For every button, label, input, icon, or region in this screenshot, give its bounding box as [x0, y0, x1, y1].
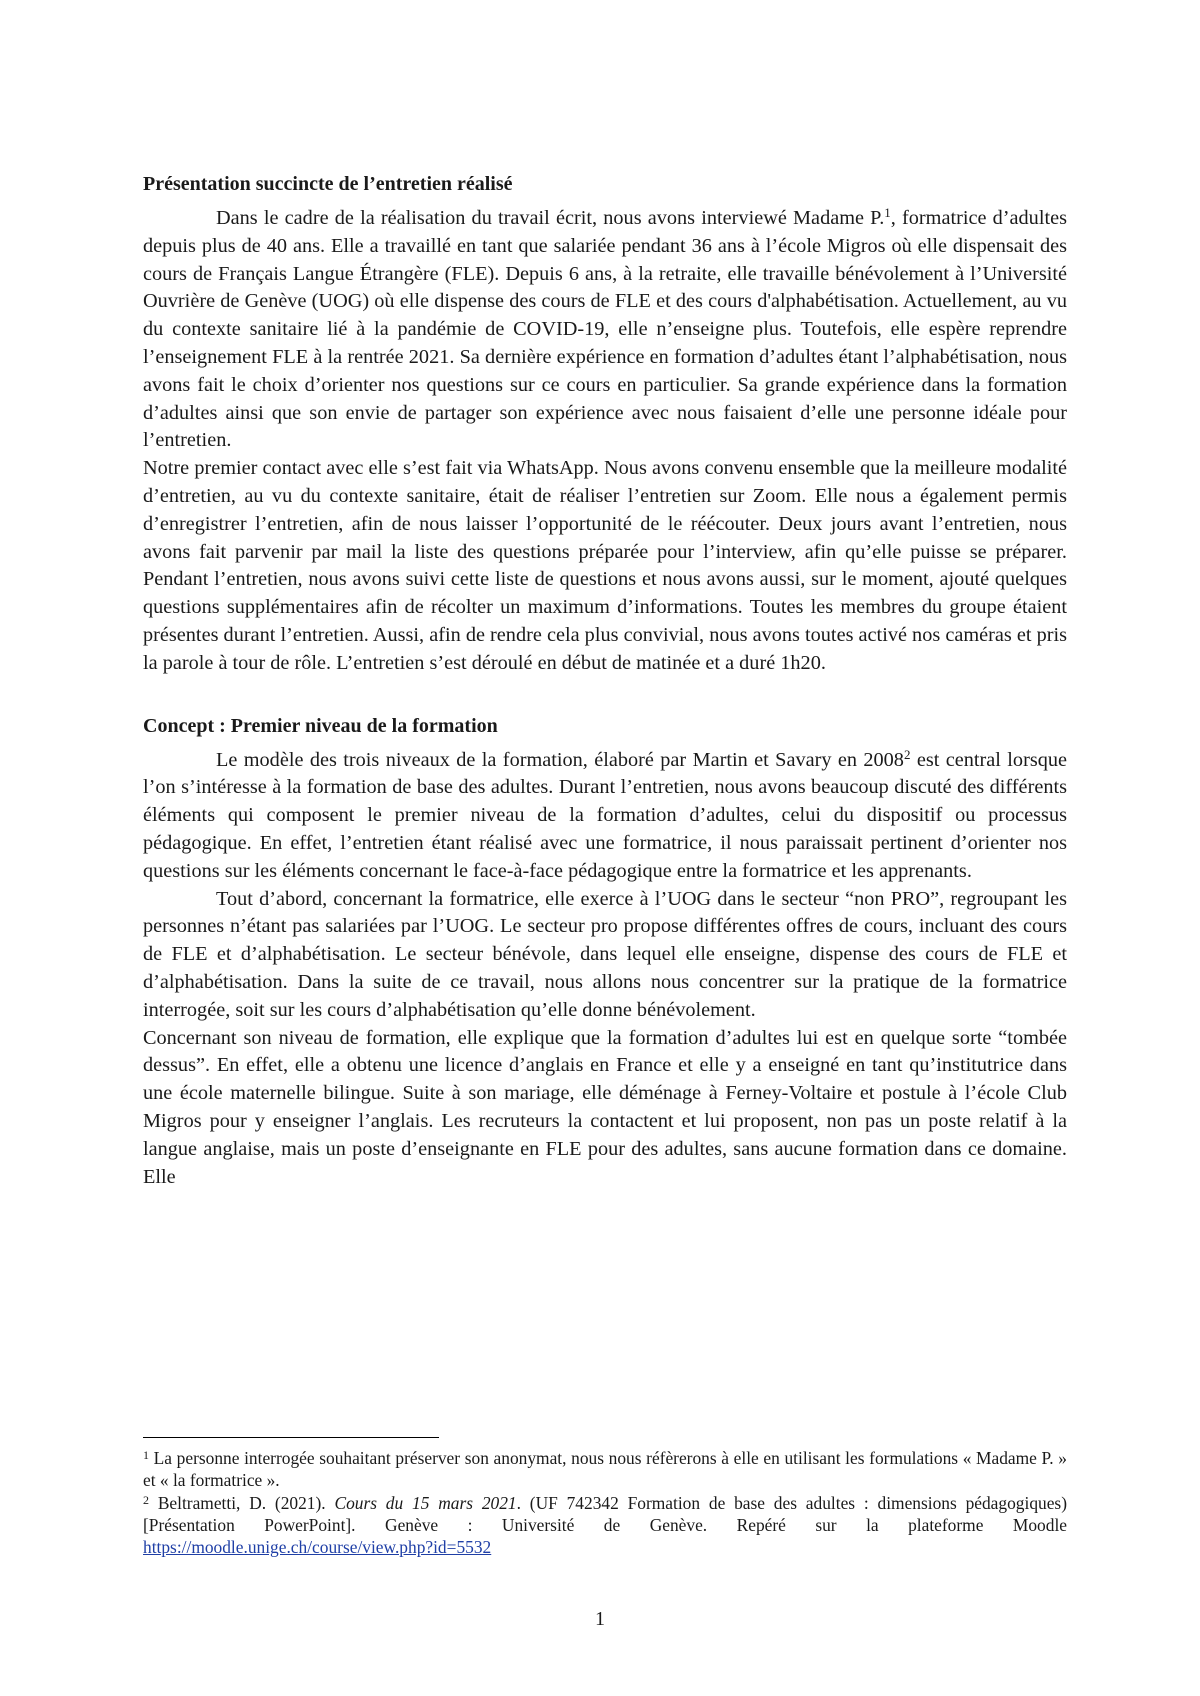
footnote-text: Beltrametti, D. (2021). — [149, 1492, 335, 1513]
footnotes — [143, 1437, 1067, 1558]
paragraph-presentation-1 — [143, 205, 1067, 455]
footnote-text: . (UF 742342 Formation de base des adultes : dimensions pédagogiques) [Présentation PowerPoint]. Genève : Université de Genève. Repéré sur la plateforme Moodle — [143, 1492, 1067, 1535]
paragraph-text: Le modèle des trois niveaux de la formation, élaboré par Martin et Savary en 2008 — [216, 748, 904, 771]
document-body — [143, 170, 1067, 1191]
footnote-1 — [143, 1447, 1067, 1492]
paragraph-text: , formatrice d’adultes depuis plus de 40 ans. Elle a travaillé en tant que salariée pendant 36 ans à l’école Migros où elle dispensait des cours de Français Langue Étrangère (FLE). Depuis 6 ans, à la retraite, elle travaille bénévolement à l’Université Ouvrière de Genève (UOG) où elle dispense des cours de FLE et des cours d'alphabétisation. Actuellement, au vu du contexte sanitaire lié à la pandémie de COVID-19, elle n’enseigne plus. Toutefois, elle espère reprendre l’enseignement FLE à la rentrée 2021. Sa dernière expérience en formation d’adultes étant l’alphabétisation, nous avons fait le choix d’orienter nos questions sur ce cours en particulier. Sa grande expérience dans la formation d’adultes ainsi que son envie de partager son expérience avec nous faisaient d’elle une personne idéale pour l’entretien. — [143, 207, 1067, 452]
section-heading-presentation: Présentation succincte de l’entretien réalisé — [143, 173, 513, 195]
footnote-number-2: 2 — [143, 1492, 149, 1507]
page-number: 1 — [595, 1608, 605, 1630]
footnote-2 — [143, 1492, 1067, 1559]
footnote-number-1: 1 — [143, 1448, 149, 1462]
paragraph-concept-3: Concernant son niveau de formation, elle explique que la formation d’adultes lui est en quelque sorte “tombée dessus”. En effet, elle a obtenu une licence d’anglais en France et elle y a enseigné en tant qu’institutrice dans une école maternelle bilingue. Suite à son mariage, elle déménage à Ferney-Voltaire et postule à l’école Club Migros pour y enseigner l’anglais. Les recruteurs la contactent et lui proposent, non pas un poste relatif à la langue anglaise, mais un poste d’enseignante en FLE pour des adultes, sans aucune formation dans ce domaine. Elle — [143, 1026, 1067, 1188]
paragraph-text: est central lorsque l’on s’intéresse à la formation de base des adultes. Durant l’entretien, nous avons beaucoup discuté des différents éléments qui composent le premier niveau de la formation d’adultes, celui du dispositif ou processus pédagogique. En effet, l’entretien étant réalisé avec une formatrice, il nous paraissait pertinent d’orienter nos questions sur les éléments concernant le face-à-face pédagogique entre la formatrice et les apprenants. — [143, 748, 1067, 882]
footnote-separator — [143, 1437, 439, 1438]
paragraph-concept-1 — [143, 747, 1067, 886]
footnote-text: La personne interrogée souhaitant préserver son anonymat, nous nous réfèrerons à elle en utilisant les formulations « Madame P. » et « la formatrice ». — [143, 1448, 1067, 1491]
paragraph-concept-2: Tout d’abord, concernant la formatrice, elle exerce à l’UOG dans le secteur “non PRO”, regroupant les personnes n’étant pas salariées par l’UOG. Le secteur pro propose différentes offres de cours, incluant des cours de FLE et d’alphabétisation. Le secteur bénévole, dans lequel elle enseigne, dispense des cours de FLE et d’alphabétisation. Dans la suite de ce travail, nous allons nous concentrer sur la pratique de la formatrice interrogée, soit sur les cours d’alphabétisation qu’elle donne bénévolement. — [143, 887, 1067, 1021]
footnote-ref-1[interactable]: 1 — [884, 205, 891, 220]
moodle-link[interactable]: https://moodle.unige.ch/course/view.php?id=5532 — [143, 1537, 492, 1558]
footnote-ref-2[interactable]: 2 — [903, 746, 911, 762]
paragraph-presentation-2: Notre premier contact avec elle s’est fait via WhatsApp. Nous avons convenu ensemble que la meilleure modalité d’entretien, au vu du contexte sanitaire, était de réaliser l’entretien sur Zoom. Elle nous a également permis d’enregistrer l’entretien, afin de nous laisser l’opportunité de le réécouter. Deux jours avant l’entretien, nous avons fait parvenir par mail la liste des questions préparée pour l’interview, afin qu’elle puisse se préparer. Pendant l’entretien, nous avons suivi cette liste de questions et nous avons aussi, sur le moment, ajouté quelques questions supplémentaires afin de récolter un maximum d’informations. Toutes les membres du groupe étaient présentes durant l’entretien. Aussi, afin de rendre cela plus convivial, nous avons toutes activé nos caméras et pris la parole à tour de rôle. L’entretien s’est déroulé en début de matinée et a duré 1h20. — [143, 457, 1067, 674]
section-heading-concept: Concept : Premier niveau de la formation — [143, 714, 498, 737]
footnote-citation-title: Cours du 15 mars 2021 — [334, 1492, 517, 1513]
paragraph-text: Dans le cadre de la réalisation du travail écrit, nous avons interviewé Madame P. — [216, 207, 885, 229]
